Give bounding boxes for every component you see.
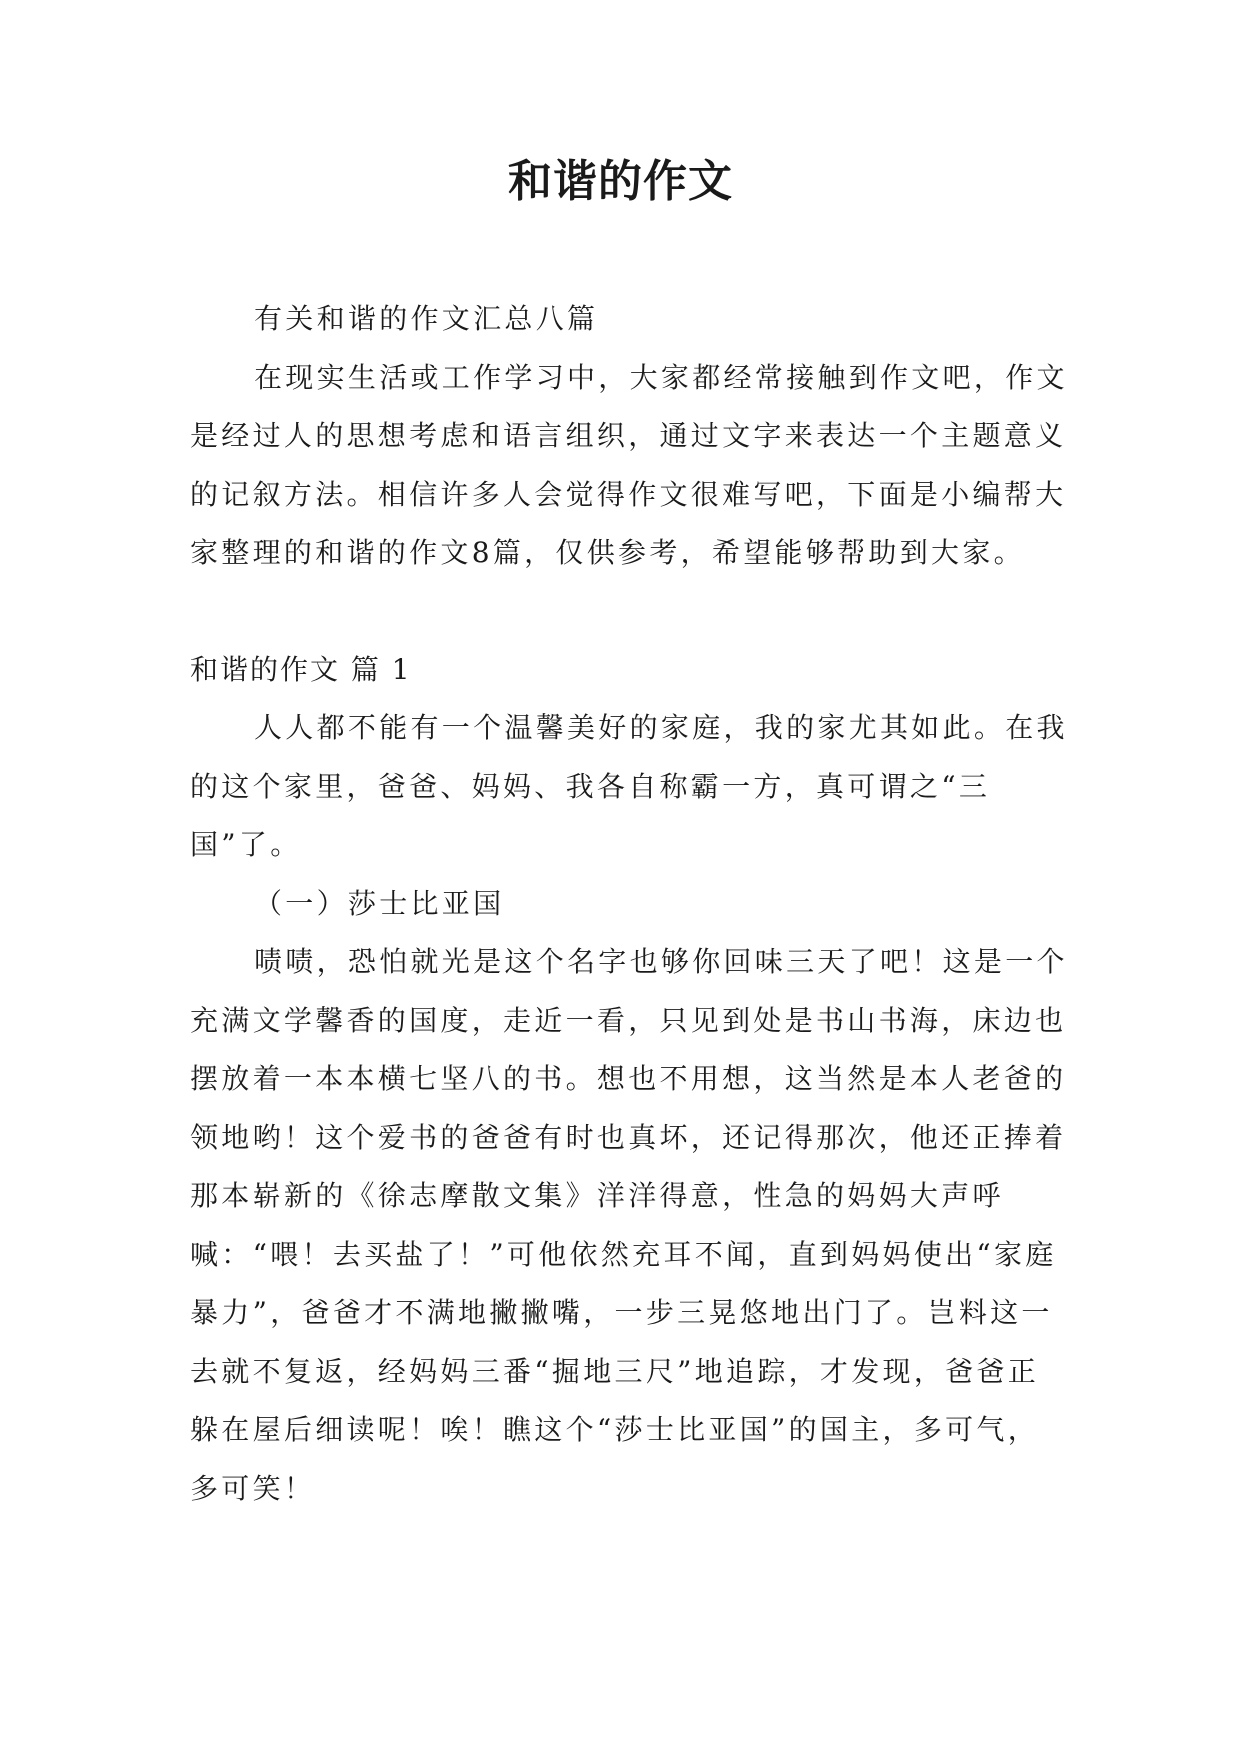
document-body bbox=[190, 290, 1070, 1518]
section-heading: 和谐的作文 篇 1 bbox=[190, 652, 412, 686]
paragraph-spacer bbox=[190, 583, 1070, 641]
body-paragraph-2: 啧啧，恐怕就光是这个名字也够你回味三天了吧！这是一个充满文学馨香的国度，走近一看，只见到处是书山书海，床边也摆放着一本本横七坚八的书。想也不用想，这当然是本人老爸的领地哟！这个爱书的爸爸有时也真坏，还记得那次，他还正捧着那本崭新的《徐志摩散文集》洋洋得意，性急的妈妈大声呼喊：“喂！去买盐了！”可他依然充耳不闻，直到妈妈使出“家庭暴力”，爸爸才不满地撇撇嘴，一步三晃悠地出门了。岂料这一去就不复返，经妈妈三番“掘地三尺”地追踪，才发现，爸爸正躲在屋后细读呢！唉！瞧这个“莎士比亚国”的国主，多可气，多可笑！ bbox=[190, 945, 1068, 1505]
body-paragraph-1: 人人都不能有一个温馨美好的家庭，我的家尤其如此。在我的这个家里，爸爸、妈妈、我各自称霸一方，真可谓之“三国”了。 bbox=[190, 711, 1068, 861]
document-title: 和谐的作文 bbox=[508, 156, 733, 207]
intro-paragraph: 在现实生活或工作学习中，大家都经常接触到作文吧，作文是经过人的思想考虑和语言组织，通过文字来表达一个主题意义的记叙方法。相信许多人会觉得作文很难写吧，下面是小编帮大家整理的和谐的作文8篇，仅供参考，希望能够帮助到大家。 bbox=[190, 360, 1068, 569]
subsection-heading: （一）莎士比亚国 bbox=[254, 886, 505, 920]
document-subtitle: 有关和谐的作文汇总八篇 bbox=[254, 302, 599, 335]
